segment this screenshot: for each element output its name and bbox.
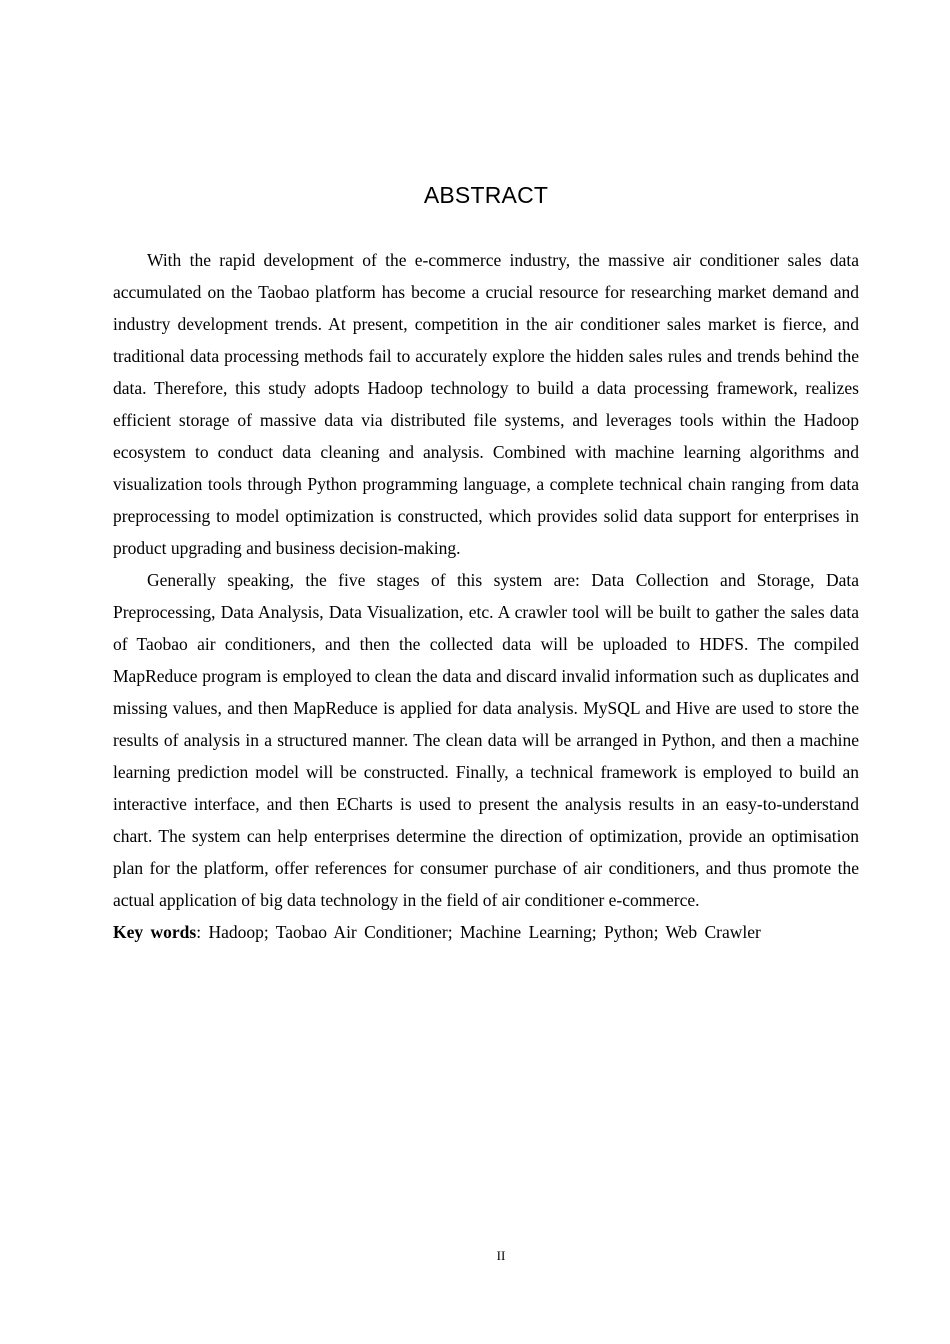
keywords-list: : Hadoop; Taobao Air Conditioner; Machine Learning; Python; Web Crawler [196,922,761,942]
abstract-paragraph-2: Generally speaking, the five stages of this system are: Data Collection and Storage, Data Preprocessing, Data Analysis, Data Visualization, etc. A crawler tool will be built to gather the sales data of Taobao air conditioners, and then the collected data will be uploaded to HDFS. The compiled MapReduce program is employed to clean the data and discard invalid information such as duplicates and missing values, and then MapReduce is applied for data analysis. MySQL and Hive are used to store the results of analysis in a structured manner. The clean data will be arranged in Python, and then a machine learning prediction model will be constructed. Finally, a technical framework is employed to build an interactive interface, and then ECharts is used to present the analysis results in an easy-to-understand chart. The system can help enterprises determine the direction of optimization, provide an optimisation plan for the platform, offer references for consumer purchase of air conditioners, and thus promote the actual application of big data technology in the field of air conditioner e-commerce. [113,570,859,910]
page-number: II [496,1248,506,1263]
abstract-paragraph-1: With the rapid development of the e-commerce industry, the massive air conditioner sales data accumulated on the Taobao platform has become a crucial resource for researching market demand and industry development trends. At present, competition in the air conditioner sales market is fierce, and traditional data processing methods fail to accurately explore the hidden sales rules and trends behind the data. Therefore, this study adopts Hadoop technology to build a data processing framework, realizes efficient storage of massive data via distributed file systems, and leverages tools within the Hadoop ecosystem to conduct data cleaning and analysis. Combined with machine learning algorithms and visualization tools through Python programming language, a complete technical chain ranging from data preprocessing to model optimization is constructed, which provides solid data support for enterprises in product upgrading and business decision-making. [113,250,859,558]
keywords-line [113,916,859,948]
abstract-title: ABSTRACT [423,182,549,208]
abstract-body [113,244,859,948]
keywords-label: Key words [113,922,197,942]
